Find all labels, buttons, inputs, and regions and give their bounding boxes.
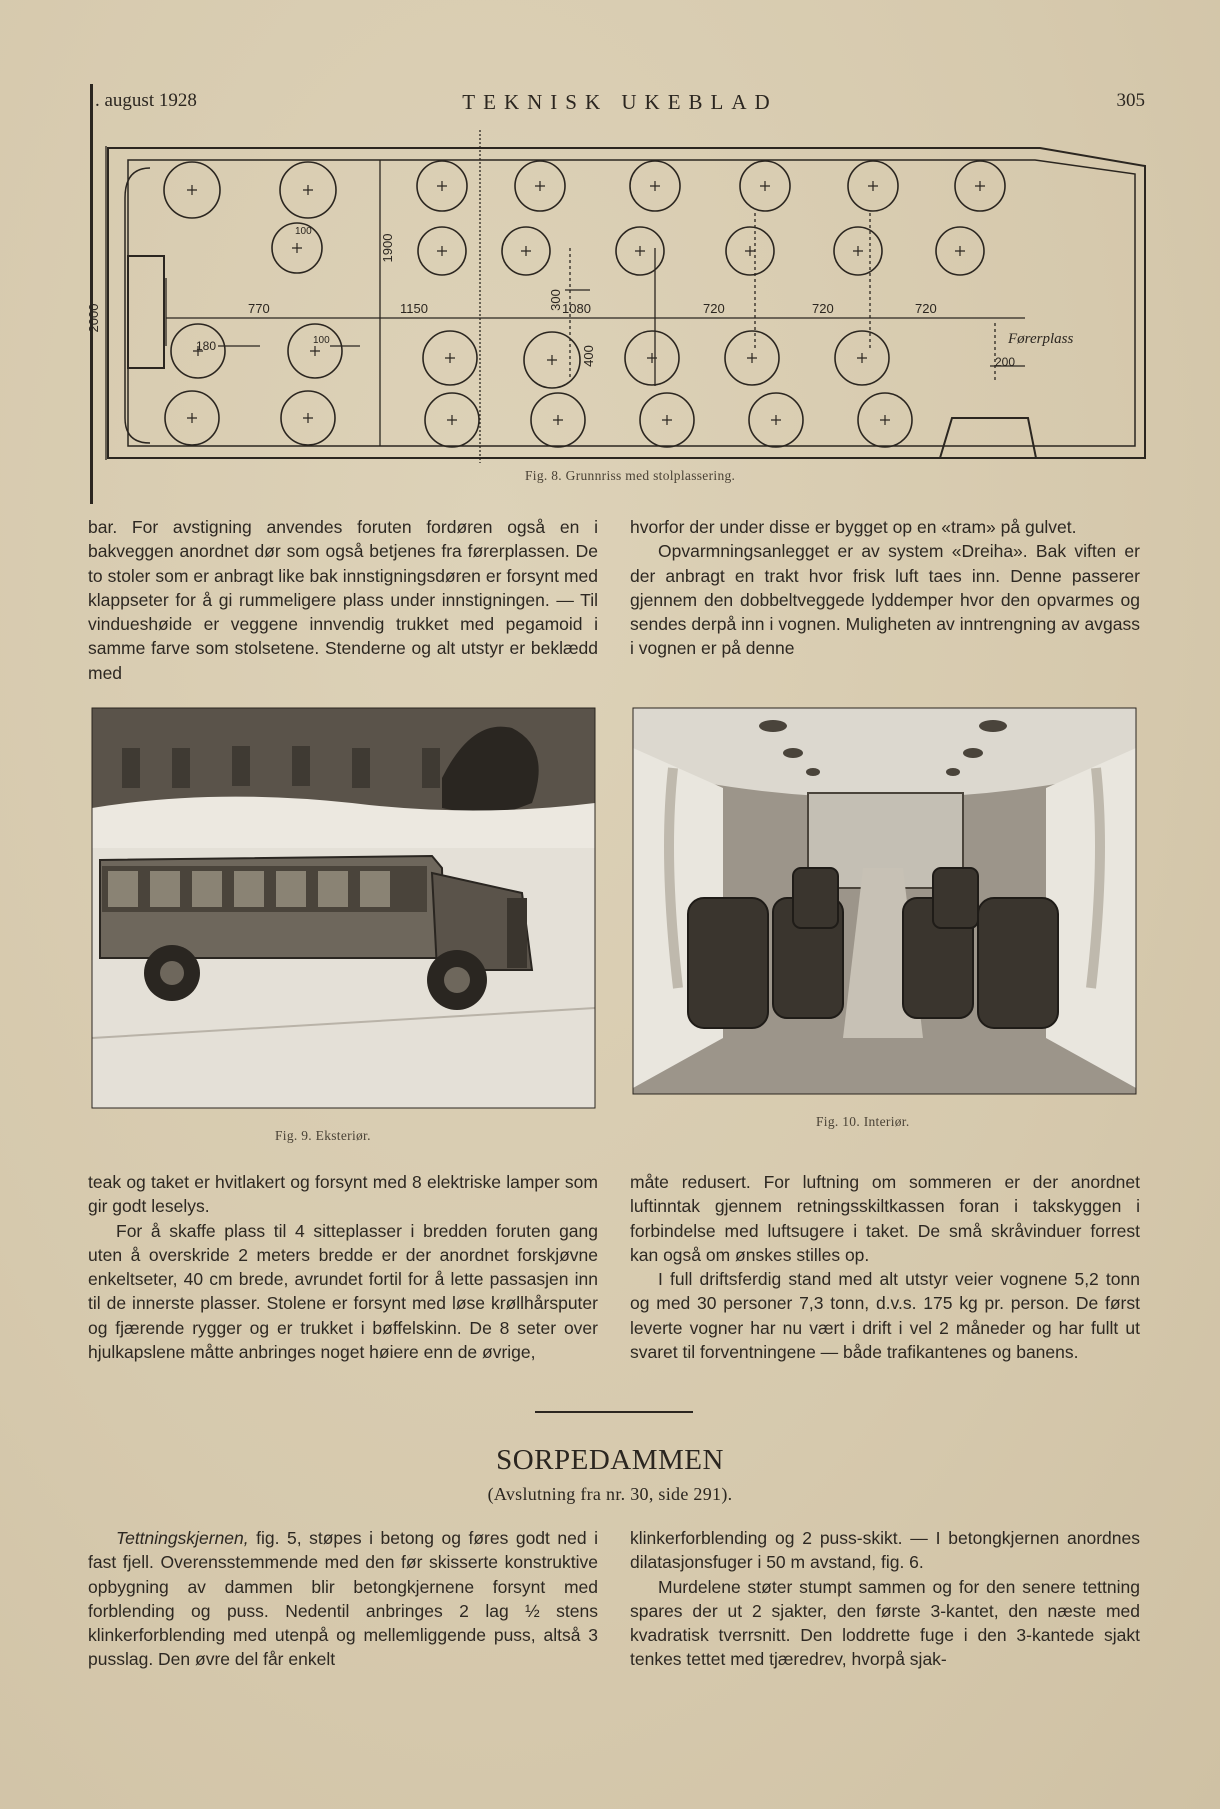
exterior-photo [92,708,595,1108]
header-date: . august 1928 [95,90,197,111]
fig9-caption: Fig. 9. Eksteriør. [275,1128,371,1143]
sorpe-right: klinkerforblending og 2 puss-skikt. — I betongkjernen anordnes dilatasjonsfuger i 50 m avstand, fig. 6. Murdelene støter stumpt sammen og for den senere tettning spares der ut 2 sjakter, den første 3-kantet, den næste med kvadratisk tverrsnitt. Den loddrette fuge i den 3-kantede sjakt tenkes tettet med tjæredrev, hvorpå sjak- [630,1528,1140,1670]
dim-100a: 100 [295,226,312,237]
article-left-bottom: teak og taket er hvitlakert og forsynt med 8 elektriske lamper som gir godt leselys. For å skaffe plass til 4 sitteplasser i bredden foruten gang uten å overskride 2 meters bredde er der anordnet forskjøvne enkeltseter, 40 cm brede, avrundet fortil for å lette passasjen inn til de innerste plasser. Stolene er forsynt med løse krøllhårsputer og fjærende rygger og er trukket i bøffelskinn. De 8 seter over hjulkapslene måtte anbringes noget høiere enn de øvrige, [88,1172,598,1363]
sorpe-lead-term: Tettningskjernen, [116,1528,249,1548]
dim-100b: 100 [313,335,330,346]
article-right-bottom: måte redusert. For luftning om sommeren er der anordnet luftinntak gjennem retningsskiltkassen foran i takskyggen i forbindelse med luftsugere i taket. De små skråvinduer forrest kan også om ønskes stilles op. I full driftsferdig stand med alt utstyr veier vognene 5,2 tonn og med 30 personer 7,3 tonn, d.v.s. 175 kg pr. person. De først leverte vogner har nu vært i drift i vel 2 måneder og har fullt ut svaret til forventningene — både trafikantenes og banens. [630,1172,1140,1363]
fig10-caption: Fig. 10. Interiør. [816,1114,910,1129]
dim-180: 180 [196,339,217,353]
dim-1150: 1150 [400,301,428,316]
dim-400: 400 [581,345,596,367]
fig8-caption: Fig. 8. Grunnriss med stolplassering. [525,468,736,483]
interior-photo [633,708,1136,1094]
article-left-top: bar. For avstigning anvendes foruten fordøren også en i bakveggen anordnet dør som også betjenes fra førerplassen. De to stoler som er anbragt like bak innstigningsdøren er forsynt med klappseter for å gi rummeligere plass under innstigningen. — Til vindueshøide er veggene innvendig trukket med pegamoid i samme farve som stolsetene. Stenderne og alt utstyr er beklædd med [88,517,598,683]
dim-720a: 720 [703,301,725,316]
section-divider [535,1411,693,1413]
dim-300: 300 [548,289,563,311]
page-number: 305 [1116,90,1145,111]
section-title: SORPEDAMMEN [496,1444,724,1476]
dim-720b: 720 [812,301,834,316]
sorpe-left-text: fig. 5, støpes i betong og føres godt ned i fast fjell. Overensstemmende med den før skisserte konstruktive opbygning av dammen blir betongkjernene forsynt med forblending og puss. Nedentil anbringes 2 lag ½ stens klinkerforblending med utenpå og mellemliggende puss, altså 3 pusslag. Den øvre del får enkelt [88,1528,598,1670]
sorpe-left [88,1526,598,1672]
margin-rule [90,84,93,504]
dim-200: 200 [995,355,1016,369]
floor-plan-figure [86,138,1155,468]
dim-2000: 2000 [86,303,101,333]
dim-1900: 1900 [380,233,395,263]
article-right-top: hvorfor der under disse er bygget op en «tram» på gulvet. Opvarmningsanlegget er av system «Dreiha». Bak viften er der anbragt en trakt hvor frisk luft taes inn. Denne passerer gjennem den dobbeltveggede lyddemper hvor den opvarmes og sendes derpå inn i vognen. Muligheten av inntrengning av avgass i vognen er på denne [630,517,1140,659]
journal-title: TEKNISK UKEBLAD [462,90,778,114]
section-subtitle: (Avslutning fra nr. 30, side 291). [487,1484,733,1504]
dim-770: 770 [248,301,270,316]
dim-1080: 1080 [562,301,591,316]
running-header [95,90,1145,120]
dim-720c: 720 [915,301,937,316]
label-driver-seat: Førerplass [1008,331,1074,347]
